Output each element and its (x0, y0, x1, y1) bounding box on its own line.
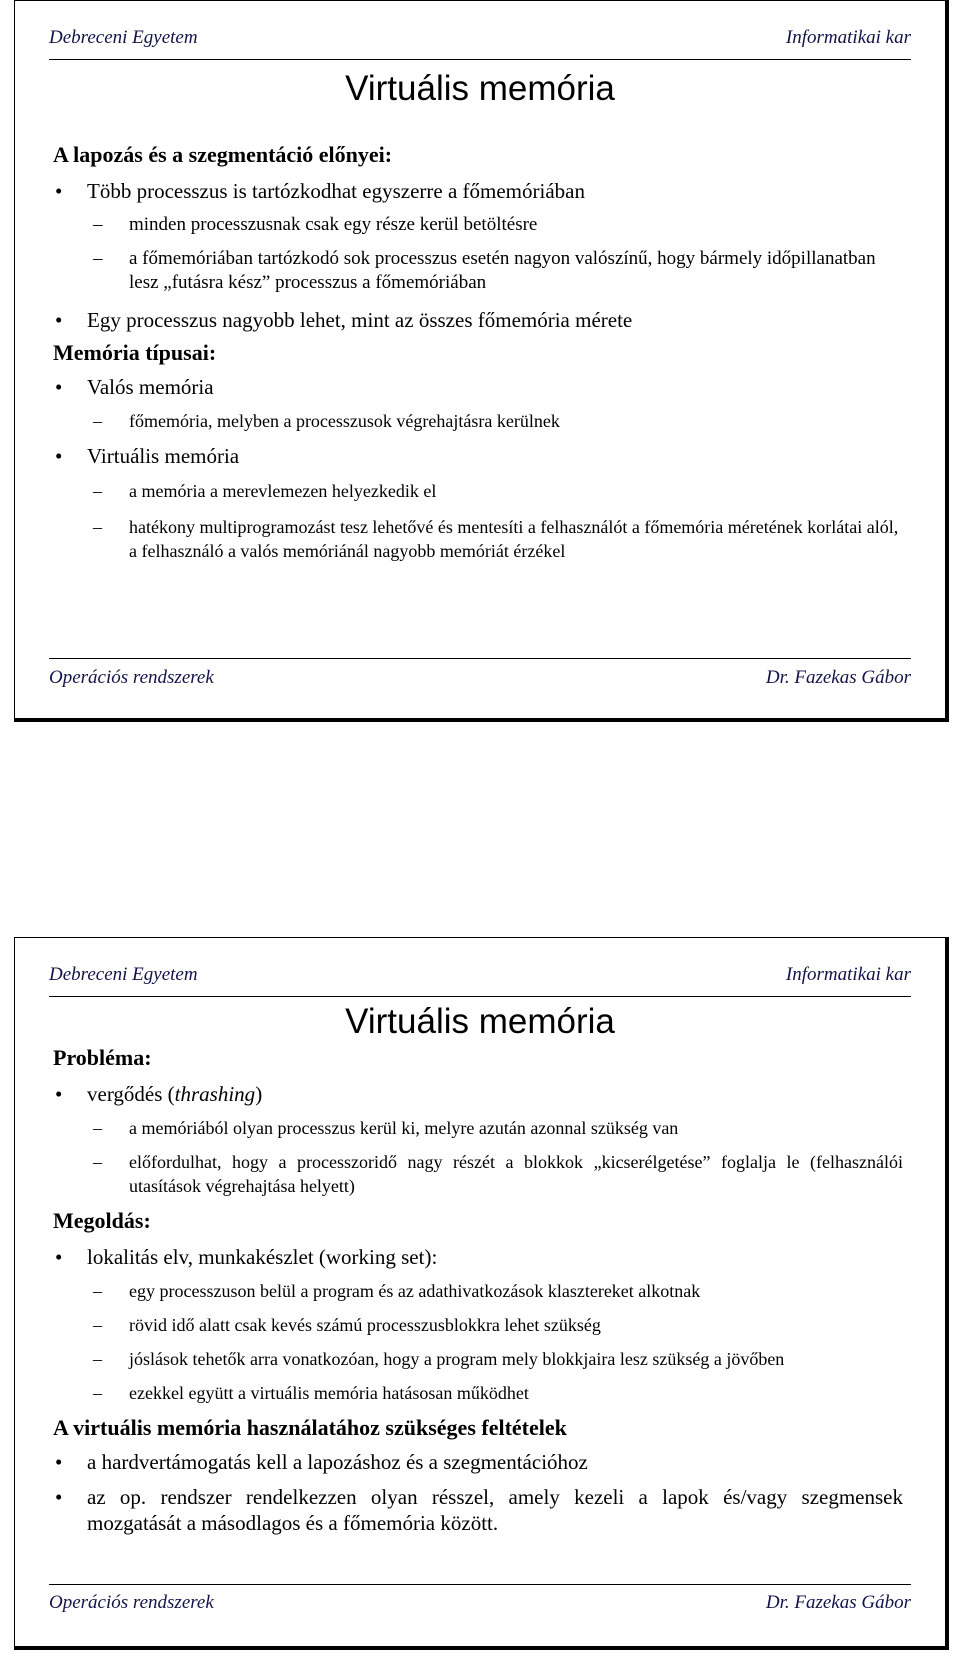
section-heading: A lapozás és a szegmentáció előnyei: (53, 142, 393, 167)
sub-bullet-item (53, 213, 903, 237)
footer-author: Dr. Fazekas Gábor (765, 1592, 911, 1613)
dash-marker: – (93, 481, 102, 501)
dash-marker: – (93, 1118, 102, 1138)
dash-marker: – (93, 214, 103, 235)
sub-bullet-text: minden processzusnak csak egy része kerül betöltésre (129, 214, 538, 235)
dash-marker: – (93, 411, 102, 431)
sub-bullet-text: a memória a merevlemezen helyezkedik el (129, 481, 437, 501)
bullet-item (53, 1484, 903, 1536)
bullet-marker: • (55, 1245, 63, 1269)
dash-marker: – (93, 1383, 102, 1403)
bullet-text: vergődés ( (87, 1082, 175, 1106)
slide-title: Virtuális memória (345, 69, 615, 108)
sub-bullet-item (53, 1347, 903, 1371)
slide-footer (49, 667, 911, 697)
section-heading: Probléma: (53, 1045, 152, 1070)
dash-marker: – (93, 1281, 102, 1301)
section-heading: Memória típusai: (53, 340, 217, 365)
slide-body (53, 1044, 903, 1536)
dash-marker: – (93, 1152, 102, 1172)
footer-course: Operációs rendszerek (49, 667, 214, 688)
bullet-text: a hardvertámogatás kell a lapozáshoz és a szegmentációhoz (87, 1450, 588, 1474)
bullet-item (53, 1081, 903, 1107)
sub-bullet-text: ezekkel együtt a virtuális memória hatásosan működhet (129, 1383, 529, 1403)
sub-bullet-text: előfordulhat, hogy a processzoridő nagy részét a blokkok „kicserélgetése” foglalja le (felhasználói utasítások végrehajtása helyett) (129, 1152, 903, 1196)
slide-title: Virtuális memória (345, 1002, 615, 1041)
footer-divider (49, 658, 911, 659)
dash-marker: – (93, 1315, 102, 1335)
sub-bullet-item (53, 409, 903, 433)
sub-bullet-item (53, 479, 903, 503)
bullet-term: thrashing (174, 1082, 256, 1106)
dash-marker: – (93, 248, 103, 269)
bullet-text: az op. rendszer rendelkezzen olyan résszel, amely kezeli a lapok és/vagy szegmensek mozgatását a másodlagos és a főmemória között. (87, 1485, 903, 1535)
slide-header (49, 27, 911, 57)
dash-marker: – (93, 517, 102, 537)
bullet-marker: • (55, 375, 63, 399)
bullet-text-end: ) (255, 1082, 263, 1106)
bullet-marker: • (55, 444, 63, 468)
footer-divider (49, 1584, 911, 1585)
sub-bullet-text: hatékony multiprogramozást tesz lehetővé és mentesíti a felhasználót a főmemória méretének korlátai alól, a felhasználó a valós memóriánál nagyobb memóriát érzékel (129, 517, 899, 561)
slide-header (49, 964, 911, 994)
bullet-item (53, 178, 903, 204)
sub-bullet-item (53, 1279, 903, 1303)
sub-bullet-item (53, 1116, 903, 1140)
sub-bullet-item (53, 1313, 903, 1337)
header-divider (49, 996, 911, 997)
slide-footer (49, 1592, 911, 1622)
bullet-item (53, 374, 903, 400)
bullet-item (53, 1244, 903, 1270)
bullet-item (53, 1449, 903, 1475)
bullet-text: Valós memória (87, 375, 214, 399)
footer-author: Dr. Fazekas Gábor (765, 667, 911, 688)
bullet-marker: • (55, 1485, 63, 1509)
bullet-text: Több processzus is tartózkodhat egyszerre a főmemóriában (87, 179, 585, 203)
sub-bullet-text: rövid idő alatt csak kevés számú processzusblokkra lehet szükség (129, 1315, 601, 1335)
bullet-text: lokalitás elv, munkakészlet (working set): (87, 1245, 438, 1269)
sub-bullet-text: egy processzuson belül a program és az adathivatkozások klasztereket alkotnak (129, 1281, 701, 1301)
slide-2 (14, 937, 949, 1650)
bullet-marker: • (55, 308, 63, 332)
bullet-text: Virtuális memória (87, 444, 240, 468)
section-heading: A virtuális memória használatához szükséges feltételek (53, 1415, 567, 1440)
bullet-item (53, 307, 903, 333)
sub-bullet-item (53, 515, 903, 563)
sub-bullet-item (53, 1150, 903, 1198)
footer-course: Operációs rendszerek (49, 1592, 214, 1613)
slide-body (53, 141, 903, 563)
header-university: Debreceni Egyetem (49, 964, 198, 985)
sub-bullet-item (53, 247, 903, 295)
header-divider (49, 59, 911, 60)
bullet-item (53, 443, 903, 469)
bullet-marker: • (55, 1082, 63, 1106)
header-faculty: Informatikai kar (785, 964, 911, 985)
slide-1 (14, 0, 949, 722)
header-university: Debreceni Egyetem (49, 27, 198, 48)
bullet-text: Egy processzus nagyobb lehet, mint az összes főmemória mérete (87, 308, 633, 332)
bullet-marker: • (55, 1450, 63, 1474)
sub-bullet-item (53, 1381, 903, 1405)
header-faculty: Informatikai kar (785, 27, 911, 48)
sub-bullet-text: jóslások tehetők arra vonatkozóan, hogy a program mely blokkjaira lesz szükség a jövőben (129, 1349, 785, 1369)
sub-bullet-text: a memóriából olyan processzus kerül ki, melyre azután azonnal szükség van (129, 1118, 679, 1138)
sub-bullet-text: a főmemóriában tartózkodó sok processzus esetén nagyon valószínű, hogy bármely időpillanatban lesz „futásra kész” processzus a főmemóriában (129, 248, 876, 293)
section-heading: Megoldás: (53, 1208, 151, 1233)
dash-marker: – (93, 1349, 102, 1369)
sub-bullet-text: főmemória, melyben a processzusok végrehajtásra kerülnek (129, 411, 560, 431)
bullet-marker: • (55, 179, 63, 203)
